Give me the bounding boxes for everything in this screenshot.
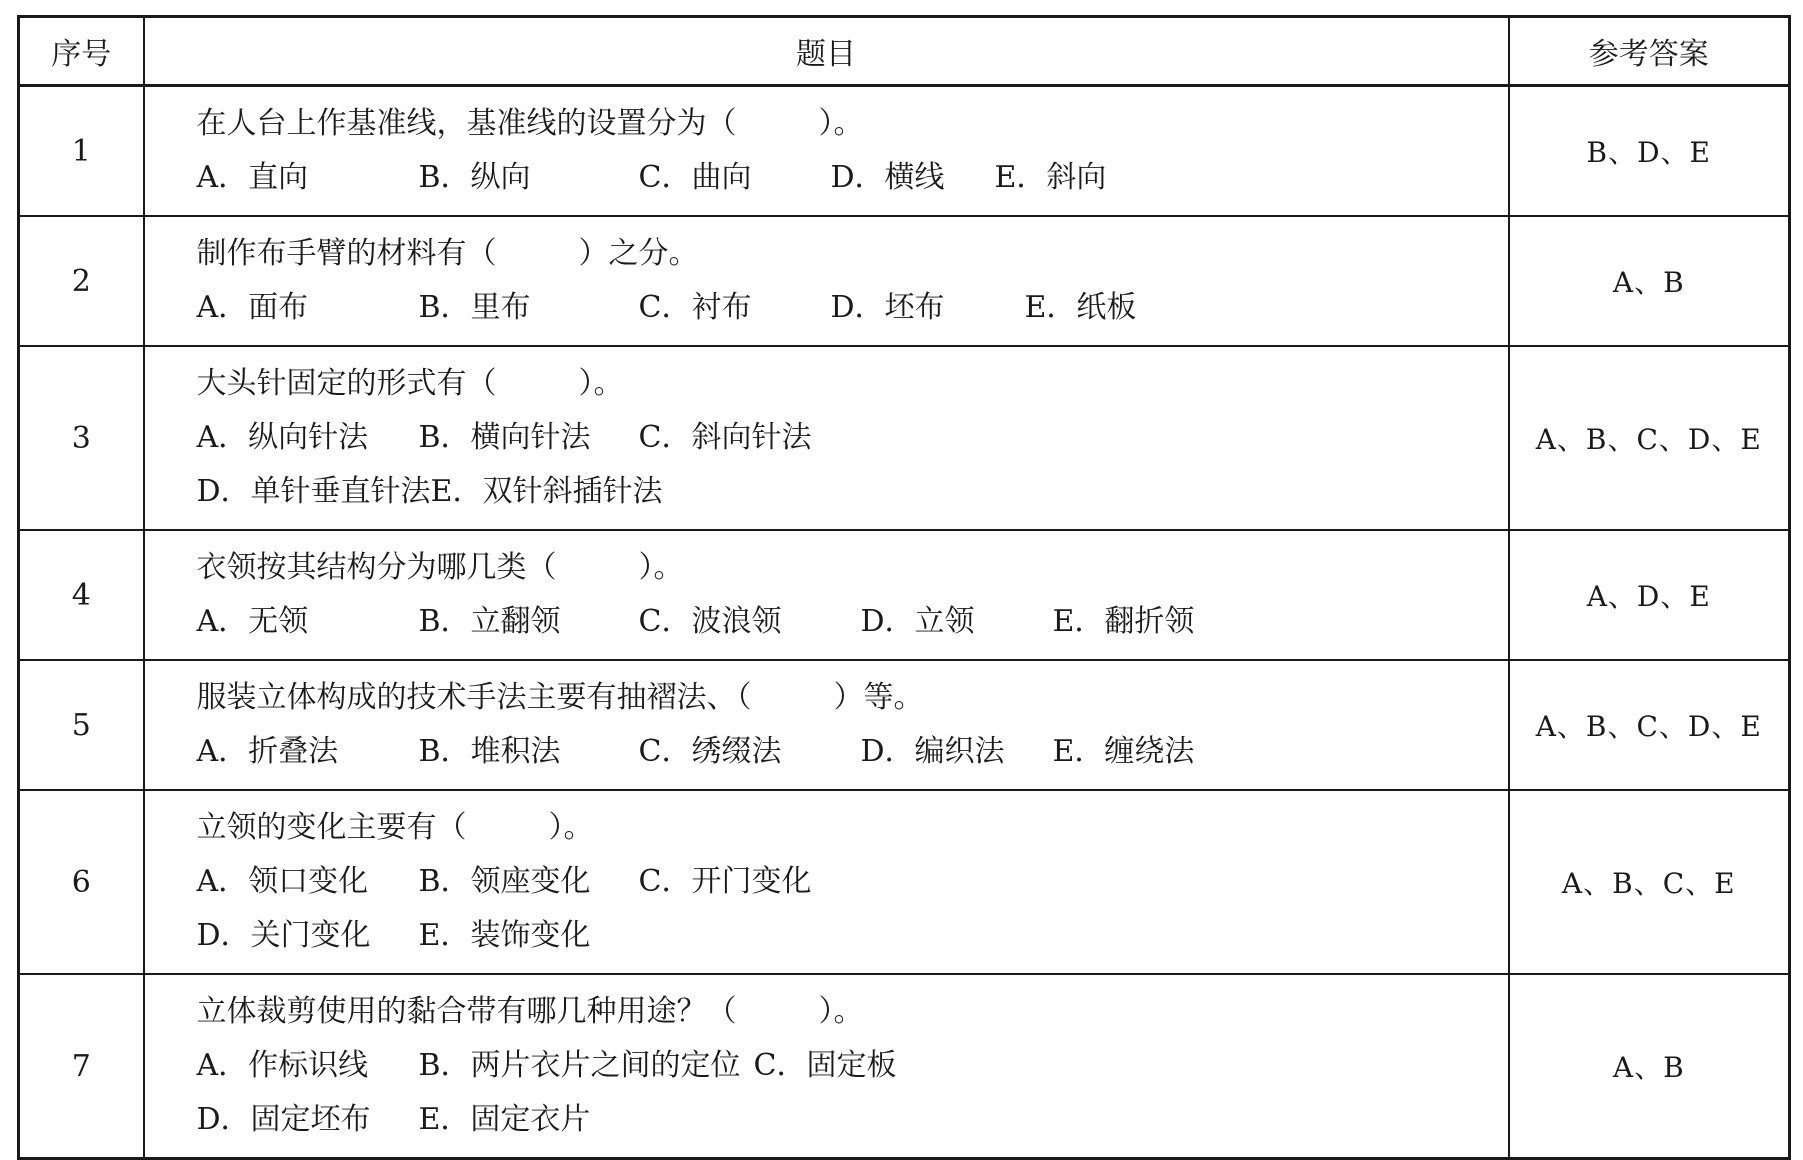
answer-option: C．固定板 (753, 1048, 897, 1083)
stem-text-end: ）。 (548, 810, 594, 845)
option-line (197, 281, 1508, 335)
answer-option: C．曲向 (638, 160, 752, 195)
question-cell (144, 346, 1509, 530)
table-row (19, 530, 1790, 660)
quiz-body (19, 86, 1790, 1159)
question-cell (144, 86, 1509, 217)
answer-option: B．领座变化 (418, 864, 591, 899)
option-line (197, 465, 1508, 519)
quiz-table (17, 15, 1791, 1160)
answer-option: C．波浪领 (638, 604, 782, 639)
stem-text: 在人台上作基准线，基准线的设置分为（ (196, 106, 737, 141)
header-answer: 参考答案 (1509, 17, 1790, 86)
answer-option: A．直向 (196, 160, 309, 195)
stem-text-end: ）。 (818, 994, 864, 1029)
question-stem (197, 801, 1508, 855)
table-row (19, 216, 1790, 346)
stem-text-end: ）。 (578, 366, 624, 401)
question-number: 7 (19, 974, 144, 1159)
stem-text: 服装立体构成的技术手法主要有抽褶法、（ (196, 680, 752, 715)
table-row (19, 86, 1790, 217)
answer-option: E．缠绕法 (1052, 734, 1195, 769)
answer-option: C．绣缀法 (638, 734, 782, 769)
question-number: 6 (19, 790, 144, 974)
option-line (197, 151, 1508, 205)
answer-option: A．作标识线 (196, 1048, 369, 1083)
question-number: 3 (19, 346, 144, 530)
stem-text: 立体裁剪使用的黏合带有哪几种用途？（ (196, 994, 737, 1029)
question-number: 4 (19, 530, 144, 660)
stem-text-end: ）。 (818, 106, 864, 141)
answer-option: C．开门变化 (638, 864, 812, 899)
option-line (197, 411, 1508, 465)
option-line (197, 909, 1508, 963)
reference-answer: A、B、C、D、E (1509, 346, 1790, 530)
answer-option: A．无领 (196, 604, 309, 639)
option-line (197, 725, 1508, 779)
reference-answer: B、D、E (1509, 86, 1790, 217)
answer-option: B．两片衣片之间的定位 (418, 1048, 741, 1083)
answer-option: B．里布 (418, 290, 531, 325)
answer-option: E．斜向 (994, 160, 1107, 195)
question-stem (197, 985, 1508, 1039)
header-row (19, 17, 1790, 86)
question-number: 2 (19, 216, 144, 346)
question-cell (144, 530, 1509, 660)
header-number: 序号 (19, 17, 144, 86)
answer-option: D．固定坯布 (196, 1102, 371, 1137)
question-number: 5 (19, 660, 144, 790)
answer-option: D．单针垂直针法E．双针斜插针法 (196, 474, 663, 509)
answer-option: C．斜向针法 (638, 420, 812, 455)
question-cell (144, 974, 1509, 1159)
question-cell (144, 216, 1509, 346)
question-stem (197, 357, 1508, 411)
reference-answer: A、B、C、E (1509, 790, 1790, 974)
question-stem (197, 671, 1508, 725)
question-stem (197, 97, 1508, 151)
table-row (19, 346, 1790, 530)
answer-option: A．面布 (196, 290, 309, 325)
answer-option: D．关门变化 (196, 918, 371, 953)
header-question: 题目 (144, 17, 1509, 86)
reference-answer: A、B (1509, 216, 1790, 346)
answer-option: D．横线 (830, 160, 945, 195)
question-cell (144, 790, 1509, 974)
option-line (197, 1039, 1508, 1093)
answer-option: D．立领 (860, 604, 975, 639)
table-row (19, 974, 1790, 1159)
stem-text-end: ）等。 (833, 680, 924, 715)
answer-option: D．坯布 (830, 290, 945, 325)
stem-text: 大头针固定的形式有（ (196, 366, 497, 401)
stem-text: 衣领按其结构分为哪几类（ (196, 550, 557, 585)
answer-option: A．纵向针法 (196, 420, 369, 455)
reference-answer: A、D、E (1509, 530, 1790, 660)
stem-text-end: ）之分。 (578, 236, 699, 271)
reference-answer: A、B、C、D、E (1509, 660, 1790, 790)
question-number: 1 (19, 86, 144, 217)
stem-text: 立领的变化主要有（ (196, 810, 467, 845)
option-line (197, 595, 1508, 649)
stem-text-end: ）。 (638, 550, 684, 585)
table-row (19, 790, 1790, 974)
answer-option: E．固定衣片 (418, 1102, 591, 1137)
answer-option: C．衬布 (638, 290, 752, 325)
option-line (197, 855, 1508, 909)
answer-option: B．横向针法 (418, 420, 591, 455)
table-row (19, 660, 1790, 790)
answer-option: A．领口变化 (196, 864, 369, 899)
question-stem (197, 227, 1508, 281)
answer-option: E．装饰变化 (418, 918, 591, 953)
question-stem (197, 541, 1508, 595)
answer-option: D．编织法 (860, 734, 1005, 769)
stem-text: 制作布手臂的材料有（ (196, 236, 497, 271)
answer-option: A．折叠法 (196, 734, 339, 769)
answer-option: B．堆积法 (418, 734, 561, 769)
answer-option: E．纸板 (1024, 290, 1137, 325)
reference-answer: A、B (1509, 974, 1790, 1159)
answer-option: B．纵向 (418, 160, 531, 195)
question-cell (144, 660, 1509, 790)
answer-option: B．立翻领 (418, 604, 561, 639)
option-line (197, 1093, 1508, 1147)
answer-option: E．翻折领 (1052, 604, 1195, 639)
